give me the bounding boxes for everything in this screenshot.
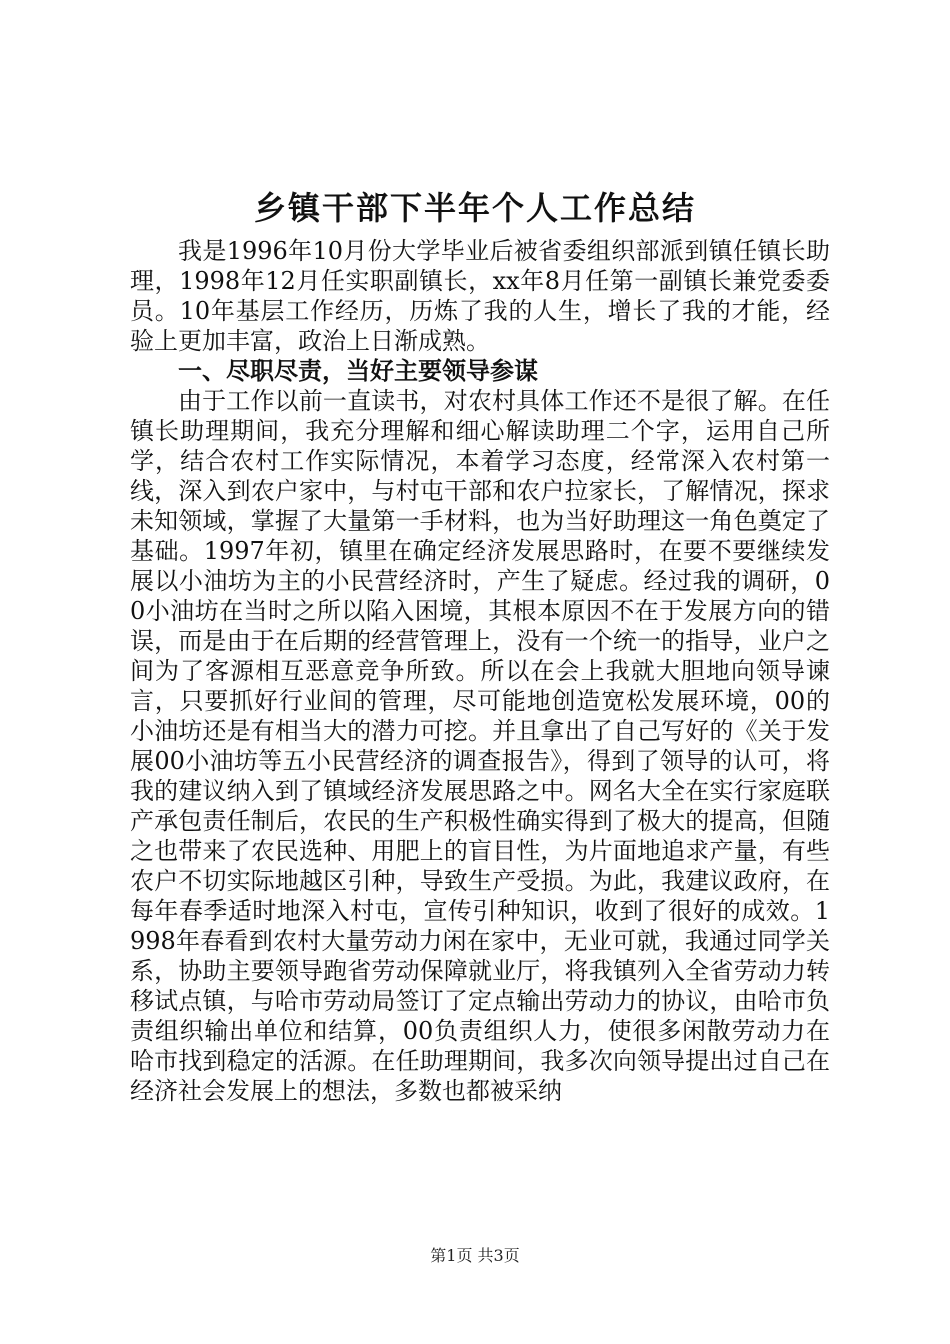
document-title: 乡镇干部下半年个人工作总结 [253,189,696,227]
intro-paragraph: 我是1996年10月份大学毕业后被省委组织部派到镇任镇长助理，1998年12月任实职副镇长，xx年8月任第一副镇长兼党委委员。10年基层工作经历，历炼了我的人生，增长了我的才能，经验上更加丰富，政治上日渐成熟。 [130,237,830,355]
body-paragraph: 由于工作以前一直读书，对农村具体工作还不是很了解。在任镇长助理期间，我充分理解和细心解读助理二个字，运用自己所学，结合农村工作实际情况，本着学习态度，经常深入农村第一线，深入到农户家中，与村屯干部和农户拉家长，了解情况，探求未知领域，掌握了大量第一手材料，也为当好助理这一角色奠定了基础。1997年初，镇里在确定经济发展思路时，在要不要继续发展以小油坊为主的小民营经济时，产生了疑虑。经过我的调研，00小油坊在当时之所以陷入困境，其根本原因不在于发展方向的错误，而是由于在后期的经营管理上，没有一个统一的指导，业户之间为了客源相互恶意竞争所致。所以在会上我就大胆地向领导谏言，只要抓好行业间的管理，尽可能地创造宽松发展环境，00的小油坊还是有相当大的潜力可挖。并且拿出了自己写好的《关于发展00小油坊等五小民营经济的调查报告》，得到了领导的认可，将我的建议纳入到了镇域经济发展思路之中。网名大全在实行家庭联产承包责任制后，农民的生产积极性确实得到了极大的提高，但随之也带来了农民选种、用肥上的盲目性，为片面地追求产量，有些农户不切实际地越区引种，导致生产受损。为此，我建议政府，在每年春季适时地深入村屯，宣传引种知识，收到了很好的成效。1998年春看到农村大量劳动力闲在家中，无业可就，我通过同学关系，协助主要领导跑省劳动保障就业厅，将我镇列入全省劳动力转移试点镇，与哈市劳动局签订了定点输出劳动力的协议，由哈市负责组织输出单位和结算，00负责组织人力，使很多闲散劳动力在哈市找到稳定的活源。在任助理期间，我多次向领导提出过自己在经济社会发展上的想法，多数也都被采纳 [130,387,830,1105]
page-footer: 第1页 共3页 [430,1246,520,1265]
section-heading: 一、尽职尽责，当好主要领导参谋 [178,357,538,385]
document-body [130,236,830,1106]
